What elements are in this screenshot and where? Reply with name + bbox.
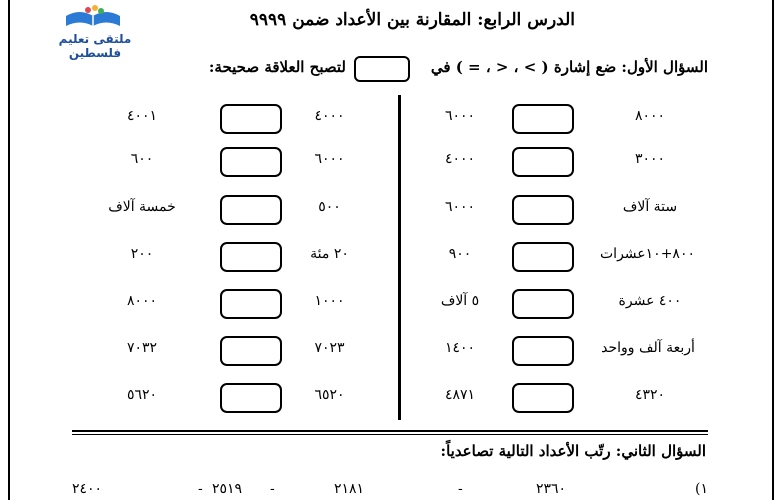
comparison-answer-box[interactable] [220,104,282,134]
dash-separator: - [198,481,203,497]
number-to-order: ٢٣٦٠ [536,481,567,497]
open-book-logo-icon [62,4,124,28]
comparison-row [420,147,710,177]
question1-label: السؤال الأول: ضع إشارة ( > ، < ، = ) في [430,58,708,76]
column-divider [398,95,401,420]
comparison-row [92,336,382,366]
comparison-row [420,383,710,413]
right-operand: ١٠٠٠ [314,293,345,309]
left-operand: خمسة آلاف [108,199,176,215]
comparison-row [92,383,382,413]
left-operand: ٤٨٧١ [444,387,476,403]
site-logo [40,0,150,60]
left-operand: ٩٠٠ [448,246,472,262]
right-operand: ٨٠٠٠ [634,108,666,124]
number-to-order: ٢١٨١ [334,481,365,497]
section-divider [72,430,708,432]
dash-separator: - [458,481,463,497]
number-to-order: ٢٥١٩ [212,481,243,497]
right-operand: ٤٣٢٠ [634,387,666,403]
comparison-answer-box[interactable] [220,242,282,272]
comparison-answer-box[interactable] [512,104,574,134]
comparison-answer-box[interactable] [220,289,282,319]
comparison-row [92,147,382,177]
right-operand: ستة آلاف [622,199,678,215]
section-divider-thin [72,434,708,435]
question2-title: السؤال الثاني: رتّب الأعداد التالية تصاعدياً: [440,442,706,460]
left-operand: ٦٠٠ [130,151,154,167]
comparison-row [92,289,382,319]
right-operand: ٧٠٢٣ [314,340,345,356]
right-operand: ٨٠٠+١٠عشرات [600,246,695,262]
left-operand: ٥ آلاف [440,293,480,309]
question1-label-continued: لتصبح العلاقة صحيحة: [208,58,346,76]
left-operand: ١٤٠٠ [444,340,476,356]
comparison-row [420,195,710,225]
dash-separator: - [270,481,275,497]
item-number: (١ [695,481,708,497]
comparison-row [420,104,710,134]
comparison-answer-box[interactable] [512,195,574,225]
left-operand: ٨٠٠٠ [126,293,158,309]
left-operand: ٤٠٠١ [126,108,158,124]
question2-item [72,481,708,500]
comparison-row [92,104,382,134]
comparison-answer-box[interactable] [512,147,574,177]
page-border-left [8,0,10,500]
comparison-answer-box[interactable] [512,242,574,272]
comparison-answer-box[interactable] [512,336,574,366]
lesson-title: الدرس الرابع: المقارنة بين الأعداد ضمن ٩٩٩٩ [249,10,575,30]
comparison-row [420,242,710,272]
page-border-right [772,0,774,500]
right-operand: ٥٠٠ [318,199,341,215]
right-operand: ٣٠٠٠ [634,151,666,167]
logo-text: ملتقى تعليم فلسطين [58,32,132,60]
comparison-row [92,195,382,225]
right-operand: ٦٠٠٠ [314,151,345,167]
comparison-answer-box[interactable] [220,383,282,413]
right-operand: ٤٠٠ عشرة [618,293,682,309]
number-to-order: ٢٤٠٠ [72,481,103,497]
comparison-row [420,336,710,366]
left-operand: ٧٠٣٢ [126,340,158,356]
right-operand: ٦٥٢٠ [314,387,345,403]
comparison-answer-box[interactable] [512,383,574,413]
left-operand: ٥٦٢٠ [126,387,158,403]
right-operand: ٢٠ مئة [310,246,349,262]
comparison-answer-box[interactable] [220,147,282,177]
left-operand: ٦٠٠٠ [444,108,476,124]
comparison-row [92,242,382,272]
example-symbol-box [354,56,410,82]
right-operand: أربعة آلف وواحد [601,340,695,356]
comparison-answer-box[interactable] [220,336,282,366]
left-operand: ٦٠٠٠ [444,199,476,215]
left-operand: ٢٠٠ [130,246,154,262]
right-operand: ٤٠٠٠ [314,108,345,124]
left-operand: ٤٠٠٠ [444,151,476,167]
question1-instruction [72,56,708,82]
comparison-answer-box[interactable] [512,289,574,319]
comparison-row [420,289,710,319]
comparison-answer-box[interactable] [220,195,282,225]
